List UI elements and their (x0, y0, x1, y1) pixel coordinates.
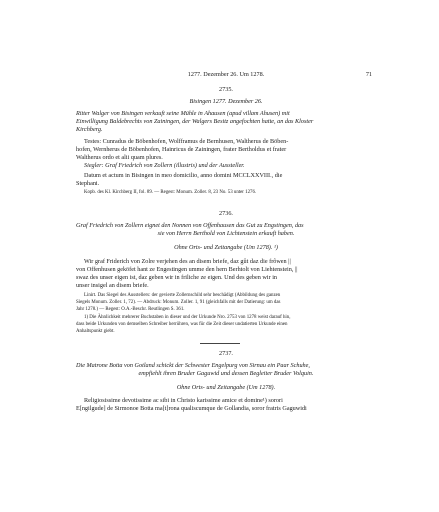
text-2737-line: Religiosissime devotissime ac sibi in Christo karissime amice et domine¹) sorori (84, 397, 283, 404)
text-2736-line: unser insigel an disem briefe. (76, 282, 149, 289)
datum-2735-line: Datum et actum in Bisingen in meo domicilio, anno domini MCCLXXVIII., die (84, 172, 283, 179)
doc-number-2735: 2735. (219, 86, 233, 93)
running-head: 1277. Dezember 26. Um 1278. (187, 71, 265, 78)
summary-2737-line: Die Matrone Botta von Gotland schickt der Schwester Engelpurg von Sirnau ein Paar Schuhe, (76, 362, 310, 369)
doc-number-2736: 2736. (219, 210, 233, 217)
summary-2737-line: empfiehlt ihren Bruder Gaguwid und dessen Begleiter Bruder Volquin. (138, 370, 314, 377)
text-2735-line: Testes: Cunradus de Böbenhofen, Wolfframus de Bernhusen, Waltherus de Böben- (84, 138, 289, 145)
seal-2735: Siegler: Graf Friedrich von Zollern (illustris) und der Aussteller. (84, 162, 245, 169)
footnote-2736-line: dass beide Urkunden von demselben Schreiber herrühren, was für die Zeit dieser undatierten Urkunde einen (76, 322, 288, 327)
place-date-2735: Bisingen 1277. Dezember 26. (189, 98, 263, 105)
summary-2736-line: Graf Friedrich von Zollern eignet den Nonnen von Offenhausen das Gut zu Engstingen, das (76, 222, 304, 229)
note-2736-line: Linirt. Das Siegel des Ausstellers: der gevierte Zollernschild sehr beschädigt (Abbildung des ganzen (84, 293, 281, 298)
note-2736-line: Jahr 1278.) — Regest: O.A.-Beschr. Reutlingen S. 361. (76, 307, 185, 312)
text-2736-line: swaz des unser eigen ist, daz geben wir in friliche ze eigen. Und des geben wir in (76, 274, 278, 281)
footnote-2736-line: Anhaltspunkt giebt. (76, 329, 115, 334)
text-2737-line: E[ngilgude] de Sirmonoe Botta ma[t]rona qualiscumque de Gollandia, soror fratris Gaguwidi (76, 405, 307, 412)
footnote-2736-line: 1) Die Ähnlichkeit mehrerer Buchstaben in dieser und der Urkunde Nro. 2753 von 1278 weist darauf hin, (84, 315, 291, 320)
text-2735-line: Waltherus ordo et alii quam plures. (76, 154, 163, 161)
summary-2735-line: Ritter Walger von Bisingen verkauft seine Mühle in Ahausen (apud villam Ahusen) mit (76, 110, 290, 117)
summary-2736-line: sie von Herrn Berthold von Lichtenstein erkauft haben. (157, 230, 295, 237)
separator-rule (200, 343, 240, 344)
page-number: 71 (365, 71, 372, 78)
date-2736: Ohne Orts- und Zeitangabe (Um 1278). ¹) (174, 244, 278, 251)
note-2736-line: Siegels Monum. Zoller. 1, 72). — Abdruck: Monum. Zoller. 1, 91 (gleichfalls mit der Datierung: um das (76, 300, 281, 305)
date-2737: Ohne Orts- und Zeitangabe (Um 1278). (176, 384, 276, 391)
summary-2735-line: Einwilligung Baldebrechts von Zainingen, der Walgers Besitz angefochten hatte, an das Kloster (76, 118, 314, 125)
text-2736-line: Wir graf Friderich von Zolre verjehen des an disem briefe, daz gût daz die frôwen || (84, 258, 291, 265)
summary-2735-line: Kirchberg. (76, 126, 103, 133)
source-2735: Kopb. des Kl. Kirchberg II, fol. 89. — Regest: Monum. Zoller. 8, 23 No. 53 unter 1276. (84, 190, 257, 195)
text-2735-line: hofen, Wernherus de Böbenhofen, Hainricus de Zainingen, frater Bertholdus et frater (76, 146, 287, 153)
text-2736-line: von Offenhusen geköfet hant ze Engestingen umme den hern Berhtolt von Liehtenstein, || (76, 266, 298, 273)
doc-number-2737: 2737. (219, 350, 233, 357)
datum-2735-line: Stephani. (76, 180, 100, 187)
